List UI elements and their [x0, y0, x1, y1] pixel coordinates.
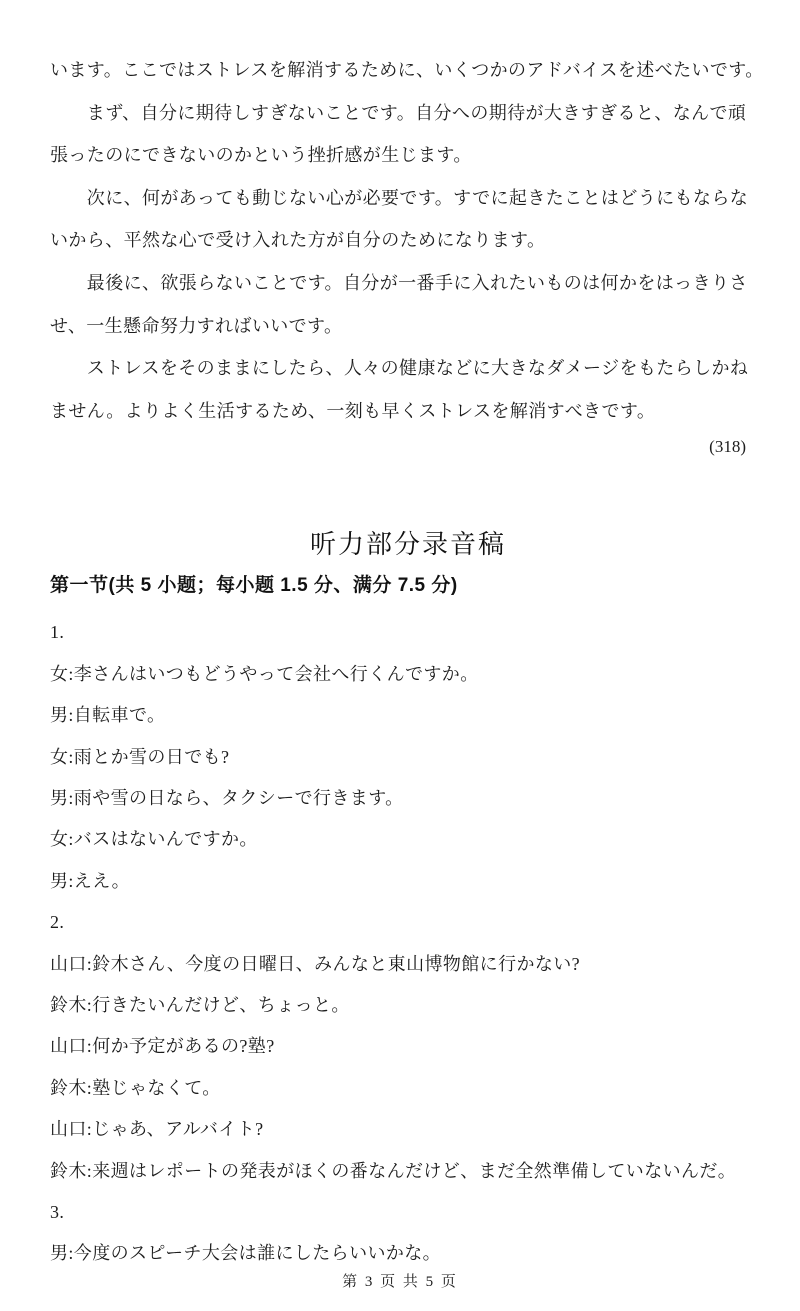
- transcript-section: [50, 612, 766, 1275]
- transcript-line: 女:李さんはいつもどうやって会社へ行くんですか。: [50, 663, 479, 684]
- transcript-item-number: 3.: [50, 1202, 65, 1223]
- transcript-item-number: 2.: [50, 912, 65, 933]
- transcript-line: 男:雨や雪の日なら、タクシーで行きます。: [50, 787, 404, 808]
- transcript-line: 女:バスはないんですか。: [50, 829, 258, 850]
- essay-line: いから、平然な心で受け入れた方が自分のためになります。: [50, 230, 546, 251]
- transcript-line: 鈴木:来週はレポートの発表がほくの番なんだけど、まだ全然準備していないんだ。: [50, 1160, 737, 1181]
- page-number-footer: 第 3 页 共 5 页: [342, 1274, 458, 1290]
- part-one-heading: 第一节(共 5 小题；每小题 1.5 分、满分 7.5 分): [50, 575, 458, 597]
- word-count: (318): [709, 437, 746, 457]
- essay-line: 張ったのにできないのかという挫折感が生じます。: [50, 145, 472, 166]
- transcript-line: 鈴木:塾じゃなくて。: [50, 1077, 221, 1098]
- essay-line: 次に、何があっても動じない心が必要です。すでに起きたことはどうにもならな: [50, 187, 749, 208]
- essay-line: ストレスをそのままにしたら、人々の健康などに大きなダメージをもたらしかね: [50, 358, 749, 379]
- transcript-line: 山口:じゃあ、アルバイト?: [50, 1119, 264, 1140]
- transcript-line: 男:自転車で。: [50, 705, 166, 726]
- essay-section: [50, 49, 766, 462]
- transcript-line: 男:今度のスピーチ大会は誰にしたらいいかな。: [50, 1243, 442, 1264]
- listening-section-title: 听力部分录音稿: [309, 530, 506, 560]
- essay-line: います。ここではストレスを解消するために、いくつかのアドバイスを述べたいです。: [50, 60, 764, 80]
- transcript-item-number: 1.: [50, 622, 65, 643]
- essay-line: せ、一生懸命努力すればいいです。: [50, 315, 343, 336]
- essay-line: ません。よりよく生活するため、一刻も早くストレスを解消すべきです。: [50, 400, 656, 421]
- transcript-line: 女:雨とか雪の日でも?: [50, 746, 230, 767]
- essay-line: まず、自分に期待しすぎないことです。自分への期待が大きすぎると、なんで頑: [50, 102, 747, 123]
- transcript-line: 男:ええ。: [50, 870, 131, 891]
- essay-line: 最後に、欲張らないことです。自分が一番手に入れたいものは何かをはっきりさ: [50, 272, 748, 293]
- transcript-line: 山口:何か予定があるの?塾?: [50, 1036, 275, 1057]
- transcript-line: 鈴木:行きたいんだけど、ちょっと。: [50, 995, 350, 1015]
- transcript-line: 山口:鈴木さん、今度の日曜日、みんなと東山博物館に行かない?: [50, 953, 581, 974]
